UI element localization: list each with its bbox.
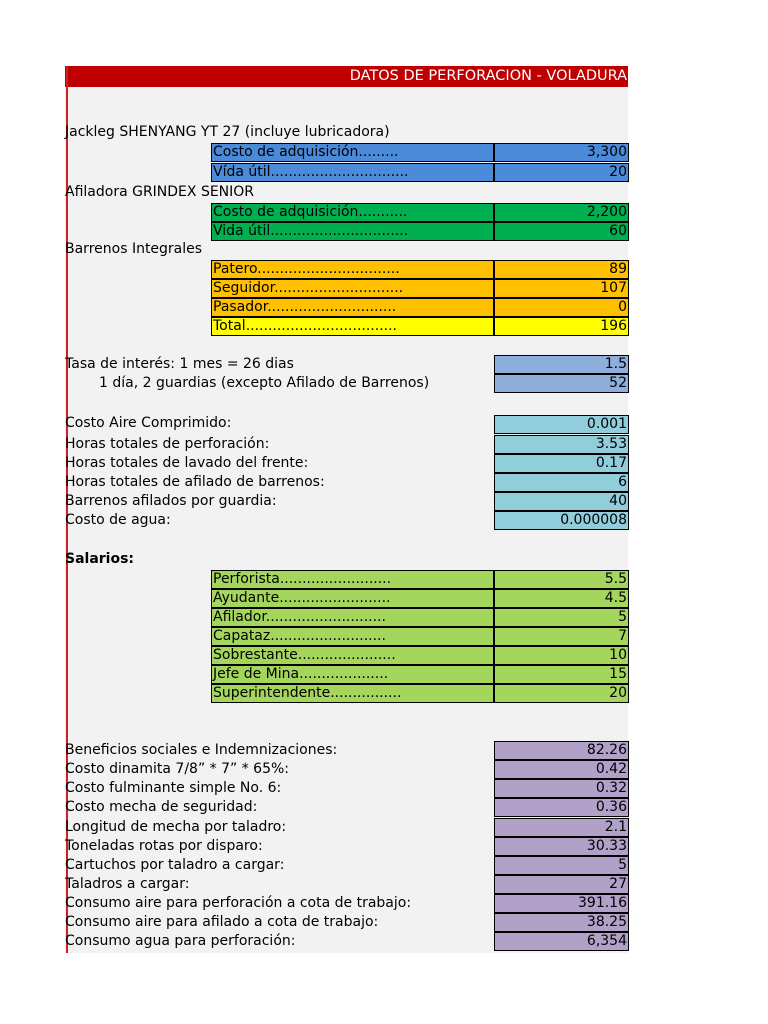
costo-mecha-value[interactable]: 0.36 xyxy=(494,798,629,817)
aire-afilado-label: Consumo aire para afilado a cota de trabajo: xyxy=(65,914,379,930)
salario-capataz-label[interactable]: Capataz.......................... xyxy=(211,627,494,646)
salario-sobrestante-label[interactable]: Sobrestante...................... xyxy=(211,646,494,665)
jackleg-cost-value[interactable]: 3,300 xyxy=(494,143,629,162)
longitud-mecha-label: Longitud de mecha por taladro: xyxy=(65,819,287,835)
jackleg-life-label[interactable]: Vída útil............................... xyxy=(211,163,494,182)
horas-lavado-value[interactable]: 0.17 xyxy=(494,454,629,473)
horas-lavado-label: Horas totales de lavado del frente: xyxy=(65,455,309,471)
barrenos-pasador-label[interactable]: Pasador............................. xyxy=(211,298,494,317)
afiladora-life-label[interactable]: Vida útil............................... xyxy=(211,222,494,241)
barrenos-pasador-value[interactable]: 0 xyxy=(494,298,629,317)
jackleg-life-value[interactable]: 20 xyxy=(494,163,629,182)
cartuchos-label: Cartuchos por taladro a cargar: xyxy=(65,857,285,873)
salario-perforista-label[interactable]: Perforista......................... xyxy=(211,570,494,589)
salario-afilador-label[interactable]: Afilador........................... xyxy=(211,608,494,627)
jackleg-title: Jackleg SHENYANG YT 27 (incluye lubricadora) xyxy=(65,124,390,140)
jackleg-cost-label[interactable]: Costo de adquisición......... xyxy=(211,143,494,162)
beneficios-value[interactable]: 82.26 xyxy=(494,741,629,760)
costo-mecha-label: Costo mecha de seguridad: xyxy=(65,799,258,815)
tasa-interes-label: Tasa de interés: 1 mes = 26 dias xyxy=(65,356,294,372)
taladros-label: Taladros a cargar: xyxy=(65,876,190,892)
afiladora-cost-label[interactable]: Costo de adquisición........... xyxy=(211,203,494,222)
costo-dinamita-label: Costo dinamita 7/8” * 7” * 65%: xyxy=(65,761,289,777)
toneladas-value[interactable]: 30.33 xyxy=(494,837,629,856)
barrenos-seguidor-label[interactable]: Seguidor............................. xyxy=(211,279,494,298)
costo-agua-label: Costo de agua: xyxy=(65,512,171,528)
salario-ayudante-label[interactable]: Ayudante......................... xyxy=(211,589,494,608)
salario-superintendente-value[interactable]: 20 xyxy=(494,684,629,703)
horas-afilado-value[interactable]: 6 xyxy=(494,473,629,492)
aire-afilado-value[interactable]: 38.25 xyxy=(494,913,629,932)
costo-aire-label: Costo Aire Comprimido: xyxy=(65,415,232,431)
barrenos-seguidor-value[interactable]: 107 xyxy=(494,279,629,298)
aire-perforacion-value[interactable]: 391.16 xyxy=(494,894,629,913)
salario-ayudante-value[interactable]: 4.5 xyxy=(494,589,629,608)
barrenos-afilados-value[interactable]: 40 xyxy=(494,492,629,511)
salario-jefe-mina-label[interactable]: Jefe de Mina.................... xyxy=(211,665,494,684)
toneladas-label: Toneladas rotas por disparo: xyxy=(65,838,263,854)
barrenos-total-label[interactable]: Total.................................. xyxy=(211,317,494,336)
horas-afilado-label: Horas totales de afilado de barrenos: xyxy=(65,474,325,490)
costo-dinamita-value[interactable]: 0.42 xyxy=(494,760,629,779)
salario-superintendente-label[interactable]: Superintendente................ xyxy=(211,684,494,703)
afiladora-life-value[interactable]: 60 xyxy=(494,222,629,241)
cartuchos-value[interactable]: 5 xyxy=(494,856,629,875)
barrenos-title: Barrenos Integrales xyxy=(65,241,203,257)
barrenos-afilados-label: Barrenos afilados por guardia: xyxy=(65,493,277,509)
tasa-interes-value[interactable]: 1.5 xyxy=(494,355,629,374)
longitud-mecha-value[interactable]: 2.1 xyxy=(494,818,629,837)
costo-agua-value[interactable]: 0.000008 xyxy=(494,511,629,530)
agua-perforacion-value[interactable]: 6,354 xyxy=(494,932,629,951)
costo-fulminante-label: Costo fulminante simple No. 6: xyxy=(65,780,282,796)
salario-sobrestante-value[interactable]: 10 xyxy=(494,646,629,665)
barrenos-patero-value[interactable]: 89 xyxy=(494,260,629,279)
salario-jefe-mina-value[interactable]: 15 xyxy=(494,665,629,684)
horas-perforacion-value[interactable]: 3.53 xyxy=(494,435,629,454)
afiladora-cost-value[interactable]: 2,200 xyxy=(494,203,629,222)
salarios-title: Salarios: xyxy=(65,551,135,567)
salario-afilador-value[interactable]: 5 xyxy=(494,608,629,627)
salario-perforista-value[interactable]: 5.5 xyxy=(494,570,629,589)
taladros-value[interactable]: 27 xyxy=(494,875,629,894)
agua-perforacion-label: Consumo agua para perforación: xyxy=(65,933,296,949)
afiladora-title: Afiladora GRINDEX SENIOR xyxy=(65,184,255,200)
guardias-label: 1 día, 2 guardias (excepto Afilado de Barrenos) xyxy=(99,375,430,391)
salario-capataz-value[interactable]: 7 xyxy=(494,627,629,646)
barrenos-total-value[interactable]: 196 xyxy=(494,317,629,336)
barrenos-patero-label[interactable]: Patero................................ xyxy=(211,260,494,279)
sheet-title: DATOS DE PERFORACION - VOLADURA xyxy=(65,66,628,87)
aire-perforacion-label: Consumo aire para perforación a cota de trabajo: xyxy=(65,895,412,911)
horas-perforacion-label: Horas totales de perforación: xyxy=(65,436,270,452)
guardias-value[interactable]: 52 xyxy=(494,374,629,393)
beneficios-label: Beneficios sociales e Indemnizaciones: xyxy=(65,742,338,758)
costo-fulminante-value[interactable]: 0.32 xyxy=(494,779,629,798)
costo-aire-value[interactable]: 0.001 xyxy=(494,415,629,434)
